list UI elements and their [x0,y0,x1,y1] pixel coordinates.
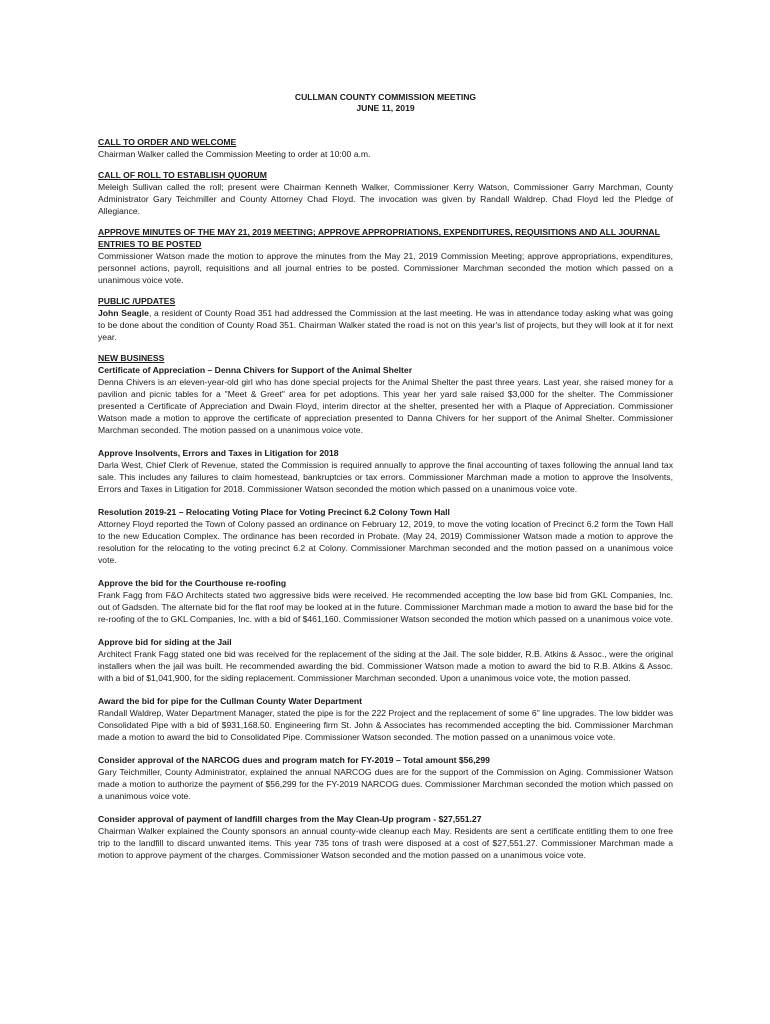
section-text [98,307,673,343]
business-item [98,506,673,566]
section-new-business [98,352,673,861]
business-item-text: Denna Chivers is an eleven-year-old girl who has done special projects for the Animal Shelter the past three years. Last year, she raised money for a pavilion and picnic tables for a "Meet & Greet" area for pet adoptions. This year her yard sale raised $3,000 for the shelter. The Commissioner presented a Certificate of Appreciation and Dwain Floyd, interim director at the shelter, presented her with a Plaque of Appreciation. Commissioner Watson made a motion to approve the certificate of appreciation presented to Danna Chivers for her support of the Animal Shelter. Commissioner Marchman seconded. The motion passed on a unanimous voice vote. [98,377,673,435]
business-item-text: Architect Frank Fagg stated one bid was received for the replacement of the siding at the Jail. The sole bidder, R.B. Atkins & Assoc., were the original installers when the jail was built. He recommended awarding the bid. Commissioner Watson made a motion to award the bid to R.B. Atkins & Assoc. with a bid of $1,041,900, for the siding replacement. Commissioner Marchman seconded. Upon a unanimous voice vote, the motion passed. [98,649,673,683]
business-item [98,813,673,861]
section-call-to-order [98,136,673,160]
speaker-text: , a resident of County Road 351 had addressed the Commission at the last meeting. He was in attendance today asking what was going to be done about the condition of County Road 351. Chairman Walker stated the road is not on this year's list of projects, but they will look at it for next year. [98,308,673,342]
section-roll-call [98,169,673,217]
document-title: CULLMAN COUNTY COMMISSION MEETING [294,92,477,102]
section-heading: CALL OF ROLL TO ESTABLISH QUORUM [98,170,267,180]
document-page [98,92,673,872]
business-item-title: Resolution 2019-21 – Relocating Voting Place for Voting Precinct 6.2 Colony Town Hall [98,507,450,517]
business-item-title: Approve bid for siding at the Jail [98,637,232,647]
business-item [98,364,673,436]
section-text: Chairman Walker called the Commission Meeting to order at 10:00 a.m. [98,149,371,159]
business-item [98,636,673,684]
business-item-text: Attorney Floyd reported the Town of Colony passed an ordinance on February 12, 2019, to move the voting location of Precinct 6.2 form the Town Hall to the new Education Complex. The ordinance has been recorded in Probate. (May 24, 2019) Commissioner Watson made a motion to approve the resolution for the relocating to the voting precinct 6.2 at Colony. Commissioner Marchman seconded and the motion passed on a unanimous voice vote. [98,519,673,565]
business-item-title: Consider approval of payment of landfill charges from the May Clean-Up program - $27,551.27 [98,814,482,824]
section-text: Meleigh Sullivan called the roll; present were Chairman Kenneth Walker, Commissioner Kerry Watson, Commissioner Garry Marchman, County Administrator Gary Teichmiller and County Attorney Chad Floyd. The invocation was given by Randall Waldrep. Chad Floyd led the Pledge of Allegiance. [98,182,673,216]
business-item-text: Frank Fagg from F&O Architects stated two aggressive bids were received. He recommended accepting the low base bid from GKL Companies, Inc. out of Gadsden. The alternate bid for the flat roof may be looked at in the future. Commissioner Marchman made a motion to award the base bid for the re-roofing of the to GKL Companies, Inc. with a bid of $461,160. Commissioner Watson seconded the motion which passed on a unanimous voice vote. [98,590,673,624]
section-heading: APPROVE MINUTES OF THE MAY 21, 2019 MEETING; APPROVE APPROPRIATIONS, EXPENDITURES, REQUISITIONS AND ALL JOURNAL ENTRIES TO BE POSTED [98,227,660,249]
business-item-title: Consider approval of the NARCOG dues and program match for FY-2019 – Total amount $56,299 [98,755,490,765]
section-minutes [98,226,673,286]
business-item-title: Certificate of Appreciation – Denna Chivers for Support of the Animal Shelter [98,365,413,375]
section-heading: PUBLIC /UPDATES [98,296,176,306]
section-heading: NEW BUSINESS [98,353,165,363]
document-header [98,92,673,114]
business-item [98,695,673,743]
speaker-name: John Seagle [98,308,149,318]
section-public-updates [98,295,673,343]
business-item [98,447,673,495]
business-item-title: Approve the bid for the Courthouse re-roofing [98,578,287,588]
business-item [98,577,673,625]
section-text: Commissioner Watson made the motion to approve the minutes from the May 21, 2019 Commission Meeting; approve appropriations, expenditures, personnel actions, payroll, requisitions and all journal entries to be posted. Commissioner Marchman seconded the motion which passed on a unanimous voice vote. [98,251,673,285]
business-item-title: Approve Insolvents, Errors and Taxes in Litigation for 2018 [98,448,339,458]
business-item-text: Chairman Walker explained the County sponsors an annual county-wide cleanup each May. Residents are sent a certificate entitling them to one free trip to the landfill to discard unwanted items. This year 735 tons of trash were disposed at a cost of $27,551.27. Commissioner Marchman made a motion to approve payment of the charges. Commissioner Watson seconded and the motion passed on a unanimous voice vote. [98,826,673,860]
business-item-text: Darla West, Chief Clerk of Revenue, stated the Commission is required annually to approve the final accounting of taxes following the annual land tax sale. This includes any failures to claim homestead, bankruptcies or tax errors. Commissioner Marchman made a motion to approve the Insolvents, Errors and Taxes in Litigation for 2018. Commissioner Watson seconded the motion which passed on a unanimous voice vote. [98,460,673,494]
business-item-text: Randall Waldrep, Water Department Manager, stated the pipe is for the 222 Project and the replacement of some 6" line upgrades. The low bidder was Consolidated Pipe with a bid of $931,168.50. Engineering firm St. John & Associates has recommended accepting the bid. Commissioner Marchman made a motion to award the bid to Consolidated Pipe. Commissioner Watson seconded. The motion passed on a unanimous voice vote. [98,708,673,742]
business-item-title: Award the bid for pipe for the Cullman County Water Department [98,696,363,706]
section-heading: CALL TO ORDER AND WELCOME [98,137,237,147]
business-item-text: Gary Teichmiller, County Administrator, explained the annual NARCOG dues are for the support of the Commission on Aging. Commissioner Watson made a motion to authorize the payment of $56,299 for the FY-2019 NARCOG dues. Commissioner Marchman seconded the motion which passed on a unanimous voice vote. [98,767,673,801]
document-date: JUNE 11, 2019 [356,103,415,113]
business-item [98,754,673,802]
